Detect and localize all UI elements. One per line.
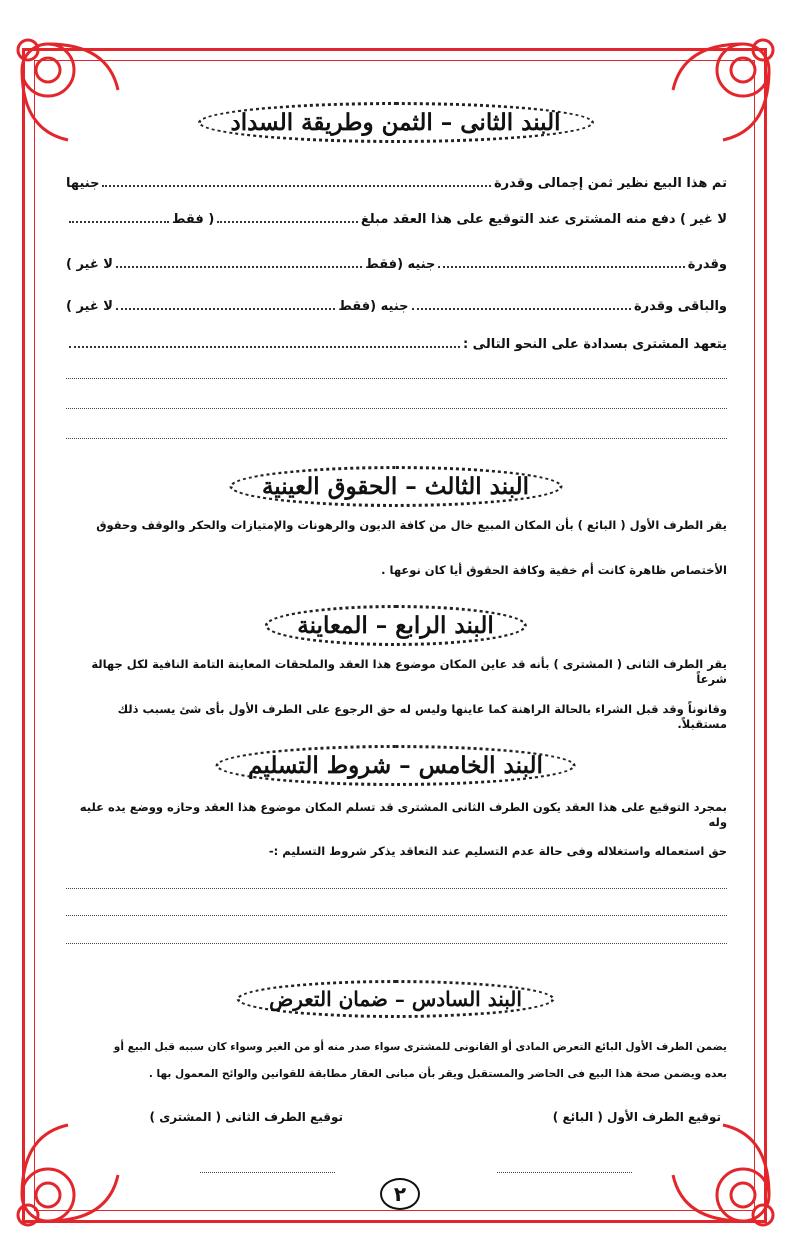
down-payment-words-field[interactable] — [217, 221, 358, 223]
section-5-text-line: بمجرد التوقيع على هذا العقد يكون الطرف الثانى المشترى قد تسلم المكان موضوع هذا العقد وحازه ووضع يده عليه وله — [79, 800, 727, 829]
section-4-text-line: يقر الطرف الثانى ( المشترى ) بأنه قد عاين المكان موضوع هذا العقد والملحقات المعاينة التامة النافية لكل جهالة شرعاً — [91, 657, 727, 686]
section-4-text-line: وقانوناً وقد قبل الشراء بالحالة الراهنة كما عاينها وليس له حق الرجوع على الطرف الأول بأى شئ يسبب ذلك مستقبلاً. — [117, 702, 727, 731]
payment-terms-label: يتعهد المشترى بسدادة على النحو التالى : — [462, 337, 727, 352]
currency-label: جنيها — [66, 176, 100, 191]
section-2-heading: البند الثانى – الثمن وطريقة السداد — [197, 102, 593, 143]
amount-label: وقدرة — [687, 257, 727, 272]
delivery-terms-field-2[interactable] — [66, 915, 727, 916]
only-label: ( فقط — [172, 212, 215, 227]
buyer-signature-field[interactable] — [200, 1172, 335, 1173]
section-6-heading: البند السادس – ضمان التعرض — [236, 980, 555, 1018]
price-fill-field[interactable] — [102, 185, 491, 187]
corner-ornament-icon — [8, 1115, 128, 1235]
remaining-words-field[interactable] — [116, 308, 335, 310]
section-3-text-line: الأختصاص ظاهرة كانت أم خفية وكافة الحقوق أيا كان نوعها . — [381, 563, 727, 577]
pound-only-label: جنيه (فقط — [365, 257, 436, 272]
page-number: ٢ — [380, 1178, 420, 1210]
buyer-signature-label: توقيع الطرف الثانى ( المشترى ) — [149, 1110, 343, 1124]
down-payment-amount-field[interactable] — [69, 221, 169, 223]
remaining-field[interactable] — [412, 308, 631, 310]
price-line — [66, 176, 727, 191]
price-label: تم هذا البيع نظير ثمن إجمالى وقدرة — [494, 176, 727, 191]
pound-only-label: جنيه (فقط — [338, 299, 409, 314]
section-3-text-line: يقر الطرف الأول ( البائع ) بأن المكان المبيع خال من كافة الديون والرهونات والإمتيازات والحكر والوقف وحقوق — [96, 518, 727, 532]
section-6-text-line: يضمن الطرف الأول البائع التعرض المادى أو القانونى للمشترى سواء صدر منه أو من الغير وسواء كان سببه قبل البيع أو — [113, 1041, 727, 1053]
section-6-text-line: بعده ويضمن صحة هذا البيع فى الحاضر والمستقبل ويقر بأن مبانى العقار مطابقة للقوانين والوائح المعمول بها . — [148, 1068, 727, 1080]
payment-terms-field-2[interactable] — [66, 378, 727, 379]
corner-ornament-icon — [663, 1115, 783, 1235]
corner-ornament-icon — [663, 30, 783, 150]
corner-ornament-icon — [8, 30, 128, 150]
section-4-heading: البند الرابع – المعاينة — [264, 605, 526, 646]
no-more-label: لا غير ) — [65, 299, 113, 314]
section-3-heading: البند الثالث – الحقوق العينية — [229, 466, 562, 507]
down-payment-label: لا غير ) دفع منه المشترى عند التوقيع على هذا العقد مبلغ — [360, 212, 727, 227]
delivery-terms-field-3[interactable] — [66, 943, 727, 944]
payment-terms-field-3[interactable] — [66, 408, 727, 409]
payment-terms-field-4[interactable] — [66, 438, 727, 439]
amount-field[interactable] — [438, 266, 684, 268]
section-5-heading: البند الخامس – شروط التسليم — [215, 745, 576, 786]
seller-signature-label: توقيع الطرف الأول ( البائع ) — [552, 1110, 721, 1124]
delivery-terms-field-1[interactable] — [66, 888, 727, 889]
amount-line — [66, 257, 727, 272]
no-more-label: لا غير ) — [66, 257, 113, 272]
remaining-label: والباقى وقدرة — [633, 299, 727, 314]
section-5-text-line: حق استعماله واستغلاله وفى حالة عدم التسليم عند التعاقد يذكر شروط التسليم :- — [268, 844, 727, 858]
amount-words-field[interactable] — [116, 266, 362, 268]
down-payment-line — [66, 212, 727, 227]
seller-signature-field[interactable] — [497, 1172, 632, 1173]
payment-terms-line — [66, 337, 727, 352]
payment-terms-field[interactable] — [69, 346, 460, 348]
remaining-line — [66, 299, 727, 314]
